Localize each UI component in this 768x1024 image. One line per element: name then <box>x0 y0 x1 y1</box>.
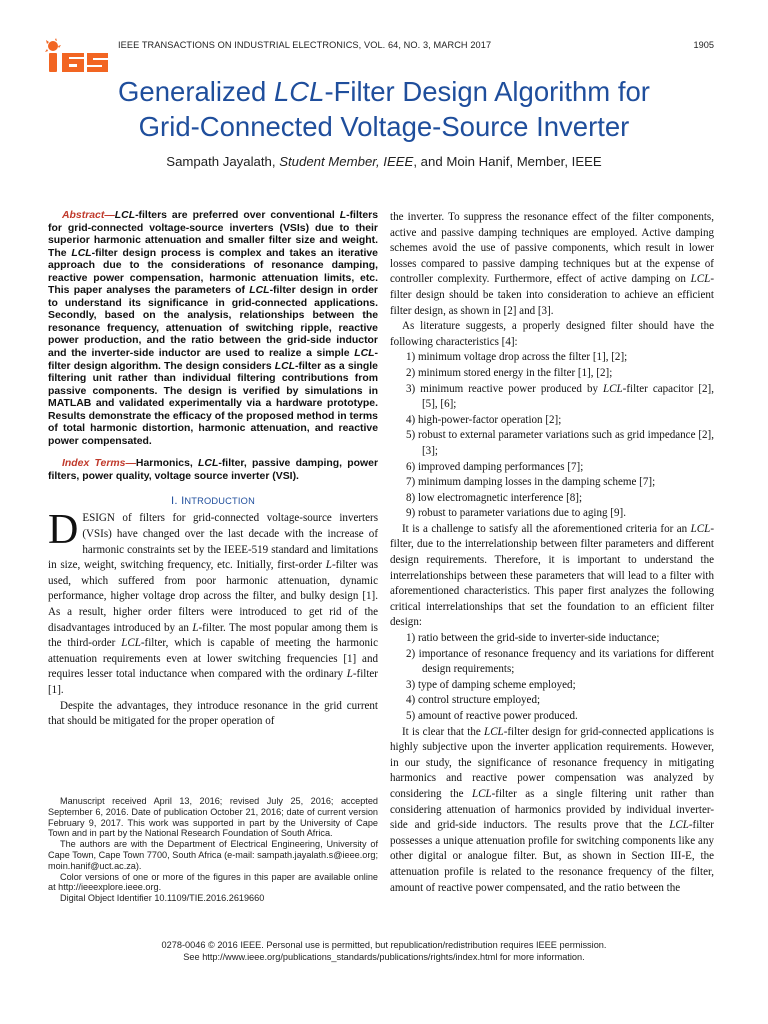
abstract-text: LCL-filters are preferred over conventional L-filters for grid-connected voltage-source inverters (VSIs) due to their superior harmonic attenuation and smaller filter size and weight. The LCL-filter design process is complex and takes an iterative approach due to the considerations of resonance damping, reactive power compensation, harmonic attenuation limits, etc. This paper analyses the parameters of LCL-filter design in order to understand its significance in grid-connected applications. Secondly, based on the analysis, relationships between the resonance frequency, attenuation of switching ripple, reactive power production, and the ratio between the grid-side inductor and the inverter-side inductor are used to realize a simple LCL-filter design algorithm. The design considers LCL-filter as a single filtering unit rather than individual filtering contributions from passive components. The design is verified by simulations in MATLAB and validated experimentally via a hardware prototype. Results demonstrate the efficacy of the proposed method in terms of total harmonic distortion, harmonic attenuation, and reactive power compensated. <box>48 210 378 447</box>
characteristic-item: 4) high-power-factor operation [2]; <box>406 413 562 426</box>
interrelationships-list <box>390 631 714 725</box>
copyright-line-1: 0278-0046 © 2016 IEEE. Personal use is permitted, but republication/redistribution requires IEEE permission. <box>161 940 607 950</box>
index-terms-lead: Index Terms— <box>62 458 136 470</box>
right-paragraph-1: the inverter. To suppress the resonance effect of the filter components, active and passive damping techniques are employed. Active damping schemes avoid the use of passive components, which result in lower losses compared to passive damping techniques but at the expense of controller complexity. Furthermore, effect of active damping on LCL-filter design should be taken into consideration to achieve an efficient filter design, as shown in [2] and [3]. <box>390 211 714 317</box>
footnote-manuscript: Manuscript received April 13, 2016; revised July 25, 2016; accepted September 6, 2016. Date of publication October 21, 2016; date of current version February 9, 2017. This work was supported in part by the University of Cape Town and in part by the National Research Foundation of South Africa. <box>48 796 378 839</box>
title-line-1: Generalized LCL-Filter Design Algorithm for <box>118 76 650 107</box>
characteristic-item: 8) low electromagnetic interference [8]; <box>406 491 583 504</box>
characteristic-item: 3) minimum reactive power produced by LCL-filter capacitor [2], [5], [6]; <box>406 382 714 411</box>
characteristic-item: 5) robust to external parameter variations such as grid impedance [2], [3]; <box>406 429 714 457</box>
characteristic-item: 9) robust to parameter variations due to aging [9]. <box>406 507 626 520</box>
title-line-2: Grid-Connected Voltage-Source Inverter <box>138 111 630 142</box>
index-terms-text: Harmonics, LCL-filter, passive damping, power filters, power quality, voltage source inverter (VSI). <box>48 458 379 482</box>
author-line: Sampath Jayalath, Student Member, IEEE, and Moin Hanif, Member, IEEE <box>166 154 602 169</box>
footnote-doi: Digital Object Identifier 10.1109/TIE.2016.2619660 <box>60 893 265 904</box>
copyright-line-2: See http://www.ieee.org/publications_standards/publications/rights/index.html for more information. <box>183 951 585 962</box>
characteristic-item: 6) improved damping performances [7]; <box>406 460 584 473</box>
index-terms <box>48 458 378 483</box>
section-heading-introduction: I. INTRODUCTION <box>171 495 255 508</box>
characteristic-item: 2) minimum stored energy in the filter [1], [2]; <box>406 366 613 379</box>
interrelationship-item: 4) control structure employed; <box>406 694 541 707</box>
copyright-notice <box>40 940 728 963</box>
right-column <box>390 210 714 896</box>
characteristic-item: 7) minimum damping losses in the damping scheme [7]; <box>406 476 656 489</box>
right-paragraph-4: It is clear that the LCL-filter design for grid-connected applications is highly subjective upon the inverter application requirements. However, in our study, the significance of resonance frequency in mitigating harmonics and reactive power compensation was analyzed by considering the LCL-filter as a single filtering unit rather than considering attenuation of harmonics provided by individual inverter-side and grid-side inductors. The results prove that the LCL-filter possesses a unique attenuation profile for switching components like any other digital or analogue filter. But, as shown in Section III-E, the attenuation profile is related to the resonance frequency of the filter, amount of reactive power compensated, and the ratio between the <box>390 725 714 894</box>
ies-logo <box>44 38 110 74</box>
footnote-block <box>48 796 378 904</box>
abstract-lead: Abstract— <box>62 210 115 221</box>
intro-paragraph-1 <box>48 507 378 698</box>
running-head: IEEE TRANSACTIONS ON INDUSTRIAL ELECTRONICS, VOL. 64, NO. 3, MARCH 2017 <box>118 40 492 50</box>
drop-cap: D <box>48 507 79 554</box>
intro-paragraph-1-text: ESIGN of filters for grid-connected voltage-source inverters (VSIs) have changed over the last decade with the increase of harmonic constraints set by the IEEE-519 standard and limitations in size, weight, switching frequency, etc. Initially, first-order L-filter was used, which suffered from poor harmonic attenuation, dynamic performance, higher voltage drop across the filter, and bulky design [1]. As a result, higher order filters were introduced to get rid of the disadvantages introduced by an L-filter. The most popular among them is the third-order LCL-filter, which is capable of meeting the harmonic attenuation requirements even at lower switching frequencies [1] and requires lesser total inductance when compared with the ordinary L-filter [1]. <box>48 512 378 697</box>
paper-title <box>40 74 728 144</box>
footnote-color-versions: Color versions of one or more of the figures in this paper are available online at http://ieeexplore.ieee.org. <box>48 871 378 893</box>
interrelationship-item: 1) ratio between the grid-side to inverter-side inductance; <box>406 632 660 645</box>
intro-paragraph-2: Despite the advantages, they introduce resonance in the grid current that should be mitigated for the proper operation of <box>48 699 378 728</box>
interrelationship-item: 2) importance of resonance frequency and its variations for different design requirements; <box>406 647 714 676</box>
interrelationship-item: 3) type of damping scheme employed; <box>406 678 576 691</box>
characteristics-list <box>390 350 714 522</box>
footnote-affiliation: The authors are with the Department of Electrical Engineering, University of Cape Town, Cape Town 7700, South Africa (e-mail: sampath.jayalath.s@ieee.org; moin.hanif@uct.ac.za). <box>48 839 378 871</box>
page-number: 1905 <box>693 40 714 50</box>
right-paragraph-3: It is a challenge to satisfy all the aforementioned criteria for an LCL-filter, due to the interrelationship between filter parameters and different design requirements. Therefore, it is important to understand the interrelationships between these parameters that will lead to a filter with aforementioned characteristics. This paper first analyzes the following critical interrelationships that set the foundation to an efficient filter design: <box>390 522 714 629</box>
left-column <box>48 210 378 730</box>
interrelationship-item: 5) amount of reactive power produced. <box>406 710 578 722</box>
abstract <box>48 210 378 448</box>
right-paragraph-2: As literature suggests, a properly designed filter should have the following characteristics [4]: <box>390 320 714 348</box>
characteristic-item: 1) minimum voltage drop across the filter [1], [2]; <box>406 351 628 364</box>
